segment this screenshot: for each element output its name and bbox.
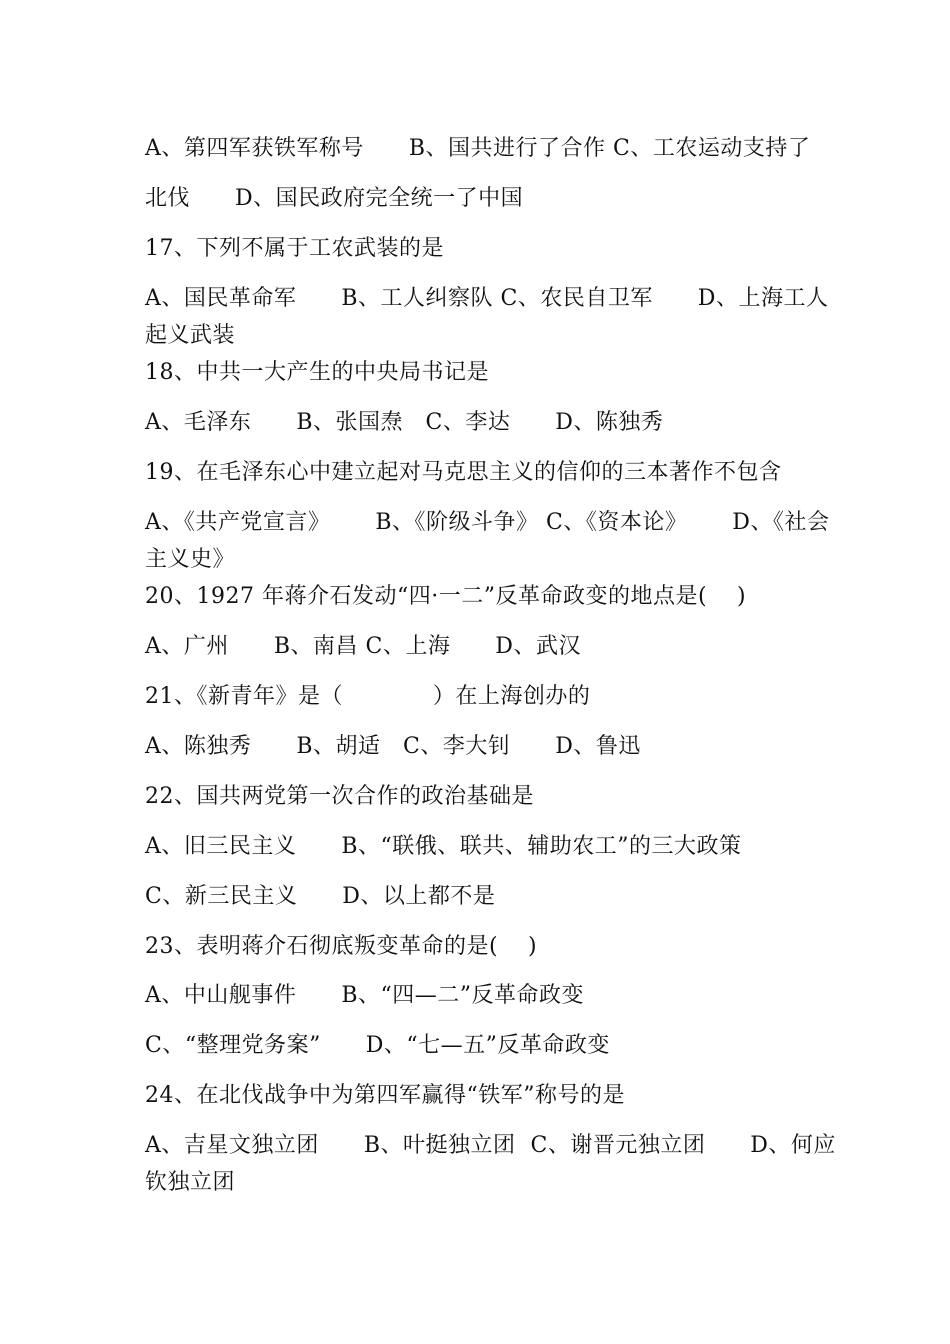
q23-options-line-1: A、中山舰事件 B、“四—二”反革命政变 bbox=[145, 983, 585, 1008]
q21-question: 21、《新青年》是（ ）在上海创办的 bbox=[145, 684, 591, 709]
q24-options-line-2: 钦独立团 bbox=[145, 1170, 236, 1195]
q23-question: 23、表明蒋介石彻底叛变革命的是( ) bbox=[145, 934, 538, 959]
q24-options-line-1: A、吉星文独立团 B、叶挺独立团 C、谢晋元独立团 D、何应 bbox=[145, 1133, 836, 1158]
q21-options: A、陈独秀 B、胡适 C、李大钊 D、鲁迅 bbox=[145, 734, 641, 759]
q18-question: 18、中共一大产生的中央局书记是 bbox=[145, 360, 489, 385]
q19-question: 19、在毛泽东心中建立起对马克思主义的信仰的三本著作不包含 bbox=[145, 460, 782, 485]
q22-question: 22、国共两党第一次合作的政治基础是 bbox=[145, 784, 534, 809]
q19-options-line-1: A、《共产党宣言》 B、《阶级斗争》 C、《资本论》 D、《社会 bbox=[145, 510, 830, 535]
q16-options-line-1: A、第四军获铁军称号 B、国共进行了合作 C、工农运动支持了 bbox=[145, 136, 811, 161]
q19-options-line-2: 主义史》 bbox=[145, 547, 236, 572]
q24-question: 24、在北伐战争中为第四军赢得“铁军”称号的是 bbox=[145, 1083, 625, 1108]
q22-options-line-1: A、旧三民主义 B、“联俄、联共、辅助农工”的三大政策 bbox=[145, 834, 742, 859]
q20-options: A、广州 B、南昌 C、上海 D、武汉 bbox=[145, 634, 581, 659]
q16-options-line-2: 北伐 D、国民政府完全统一了中国 bbox=[145, 186, 524, 211]
q17-question: 17、下列不属于工农武装的是 bbox=[145, 236, 444, 261]
q18-options: A、毛泽东 B、张国焘 C、李达 D、陈独秀 bbox=[145, 410, 664, 435]
q23-options-line-2: C、“整理党务案” D、“七—五”反革命政变 bbox=[145, 1033, 610, 1058]
q22-options-line-2: C、新三民主义 D、以上都不是 bbox=[145, 884, 496, 909]
q17-options-line-2: 起义武装 bbox=[145, 323, 236, 348]
q17-options-line-1: A、国民革命军 B、工人纠察队 C、农民自卫军 D、上海工人 bbox=[145, 286, 829, 311]
q20-question: 20、1927 年蒋介石发动“四·一二”反革命政变的地点是( ) bbox=[145, 584, 747, 609]
